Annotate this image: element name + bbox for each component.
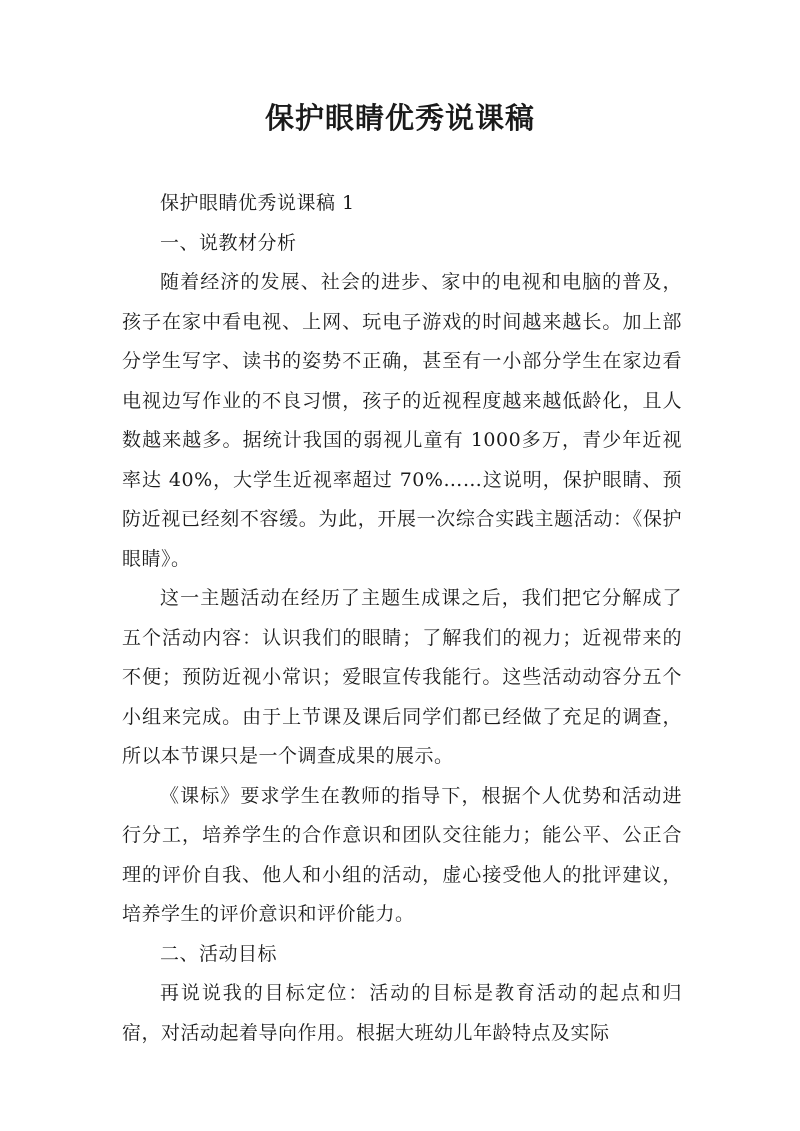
body-paragraph: 随着经济的发展、社会的进步、家中的电视和电脑的普及，孩子在家中看电视、上网、玩电子游戏的时间越来越长。加上部分学生写字、读书的姿势不正确，甚至有一小部分学生在家边看电视边写作业的不良习惯，孩子的近视程度越来越低龄化，且人数越来越多。据统计我国的弱视儿童有 1000多万，青少年近视率达 40%，大学生近视率超过 70%……这说明，保护眼睛、预防近视已经刻不容缓。为此，开展一次综合实践主题活动：《保护眼睛》。	[122, 271, 682, 570]
body-paragraph: 这一主题活动在经历了主题生成课之后，我们把它分解成了五个活动内容：认识我们的眼睛；了解我们的视力；近视带来的不便；预防近视小常识；爱眼宣传我能行。这些活动动容分五个小组来完成。由于上节课及课后同学们都已经做了充足的调查，所以本节课只是一个调查成果的展示。	[122, 587, 682, 767]
section-heading-1: 一、说教材分析	[160, 231, 297, 254]
body-paragraph: 《课标》要求学生在教师的指导下，根据个人优势和活动进行分工，培养学生的合作意识和团队交往能力；能公平、公正合理的评价自我、他人和小组的活动，虚心接受他人的批评建议，培养学生的评价意识和评价能力。	[122, 784, 682, 925]
body-paragraph: 再说说我的目标定位：活动的目标是教育活动的起点和归宿，对活动起着导向作用。根据大班幼儿年龄特点及实际	[122, 982, 682, 1044]
subtitle-paragraph: 保护眼睛优秀说课稿 1	[160, 192, 355, 214]
document-title: 保护眼睛优秀说课稿	[264, 101, 535, 135]
document-body	[122, 184, 682, 1053]
section-heading-2: 二、活动目标	[160, 942, 278, 965]
